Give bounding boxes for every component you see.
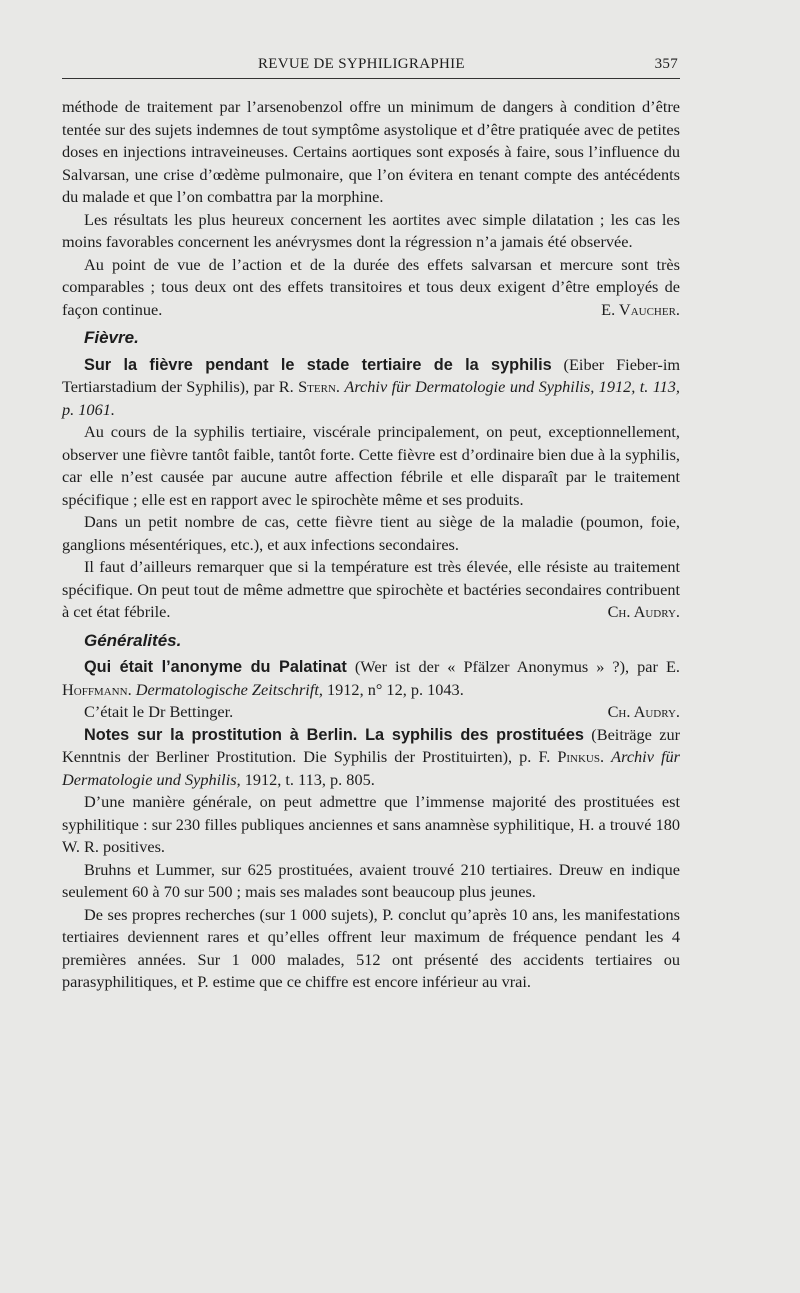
paragraph: méthode de traitement par l’arsenobenzol offre un minimum de dangers à condition d’être tentée sur des sujets indemnes de tout symptôme asystolique et d’être pratiquée avec de petites doses en injections intraveineuses. Certains aortiques sont exposés à faire, sous l’influence du Salvarsan, une crise d’œdème pulmonaire, que l’on évitera en tenant compte des antécédents du malade et que l’on combattra par la morphine.: [62, 97, 680, 206]
page-number: 357: [654, 56, 678, 72]
paragraph: Au cours de la syphilis tertiaire, viscérale principalement, on peut, exceptionnellement, observer une fièvre tantôt faible, tantôt forte. Cette fièvre est d’ordinaire bien due à la syphilis, car elle n’est causée par aucune autre affection fébrile et elle disparaît par le traitement spécifique ; elle est en rapport avec le spirochète même et ses produits.: [62, 422, 680, 509]
ref-text: (Eiber Fieber-im Tertiarstadium der Syphilis), par R.: [62, 354, 681, 396]
ref-text: , 1912, n° 12, p. 1043.: [318, 679, 464, 699]
ref-text: (Beiträge zur Kenntnis der Berliner Prostitution. Die Syphilis der Prostituirten), p. F.: [62, 724, 681, 766]
paragraph: D’une manière générale, on peut admettre que l’immense majorité des prostituées est syphilitique : sur 230 filles publiques anciennes et sans anamnèse syphilitique, H. a trouvé 180 W. R. positives.: [62, 792, 680, 856]
journal-name: Archiv für Dermatologie und Syphilis: [62, 747, 680, 789]
paragraph: De ses propres recherches (sur 1 000 sujets), P. conclut qu’après 10 ans, les manifestations tertiaires deviennent rares et qu’elles offrent leur maximum de fréquence pendant les 4 premières années. Sur 1 000 malades, 512 ont présenté des accidents tertiaires ou parasyphilitiques, et P. estime que ce chiffre est encore inférieur au vrai.: [62, 904, 680, 991]
ref-text: (Wer ist der « Pfälzer Anonymus » ?), par E.: [346, 657, 680, 676]
section-heading-general: Généralités.: [84, 630, 182, 650]
article-body: [62, 96, 680, 994]
article-reference: [62, 724, 680, 792]
journal-title: REVUE DE SYPHILIGRAPHIE: [258, 56, 465, 72]
ref-text: .: [335, 377, 345, 396]
article-title: Sur la fièvre pendant le stade tertiaire de la syphilis: [84, 355, 552, 374]
paragraph: Les résultats les plus heureux concernent les aortites avec simple dilatation ; les cas les moins favorables concernent les anévrysmes dont la régression n’a jamais été observée.: [62, 209, 680, 251]
signature-text: E. Vaucher.: [601, 299, 680, 319]
paragraph: C’était le Dr Bettinger.: [84, 702, 234, 721]
article-reference: [62, 354, 680, 422]
author-name: Hoffmann: [62, 679, 128, 699]
paragraph: Au point de vue de l’action et de la durée des effets salvarsan et mercure sont très comparables ; tous deux ont des effets transitoires et tous deux exigent d’être employés de façon continue.: [62, 254, 680, 319]
journal-name: Dermatologische Zeitschrift: [135, 679, 319, 699]
ref-text: .: [600, 747, 612, 766]
author-name: Stern: [298, 377, 336, 396]
journal-name: Archiv für Dermatologie und Syphilis: [344, 377, 591, 396]
signature-text: Ch. Audry.: [607, 702, 680, 721]
author-name: Pinkus: [557, 747, 600, 766]
paragraph: Bruhns et Lummer, sur 625 prostituées, avaient trouvé 210 tertiaires. Dreuw en indique seulement 60 à 70 sur 500 ; mais ses malades sont beaucoup plus jeunes.: [62, 859, 680, 901]
paragraph: Il faut d’ailleurs remarquer que si la température est très élevée, elle résiste au traitement spécifique. On peut tout de même admettre que spirochète et bactéries secondaires contribuent à cet état fébrile.: [62, 557, 680, 621]
signature-text: Ch. Audry.: [607, 602, 680, 621]
paragraph: Dans un petit nombre de cas, cette fièvre tient au siège de la maladie (poumon, foie, ganglions mésentériques, etc.), et aux infections secondaires.: [62, 512, 680, 554]
ref-text: .: [127, 679, 136, 699]
header-rule: [62, 78, 680, 79]
ref-text: , 1912, t. 113, p. 805.: [236, 769, 375, 789]
article-title: Notes sur la prostitution à Berlin. La syphilis des prostituées: [84, 725, 584, 744]
article-reference: [62, 656, 680, 701]
article-title: Qui était l’anonyme du Palatinat: [84, 658, 347, 676]
section-heading-fever: Fièvre.: [84, 328, 139, 347]
ref-text: , 1912, t. 113, p. 1061.: [62, 377, 680, 419]
